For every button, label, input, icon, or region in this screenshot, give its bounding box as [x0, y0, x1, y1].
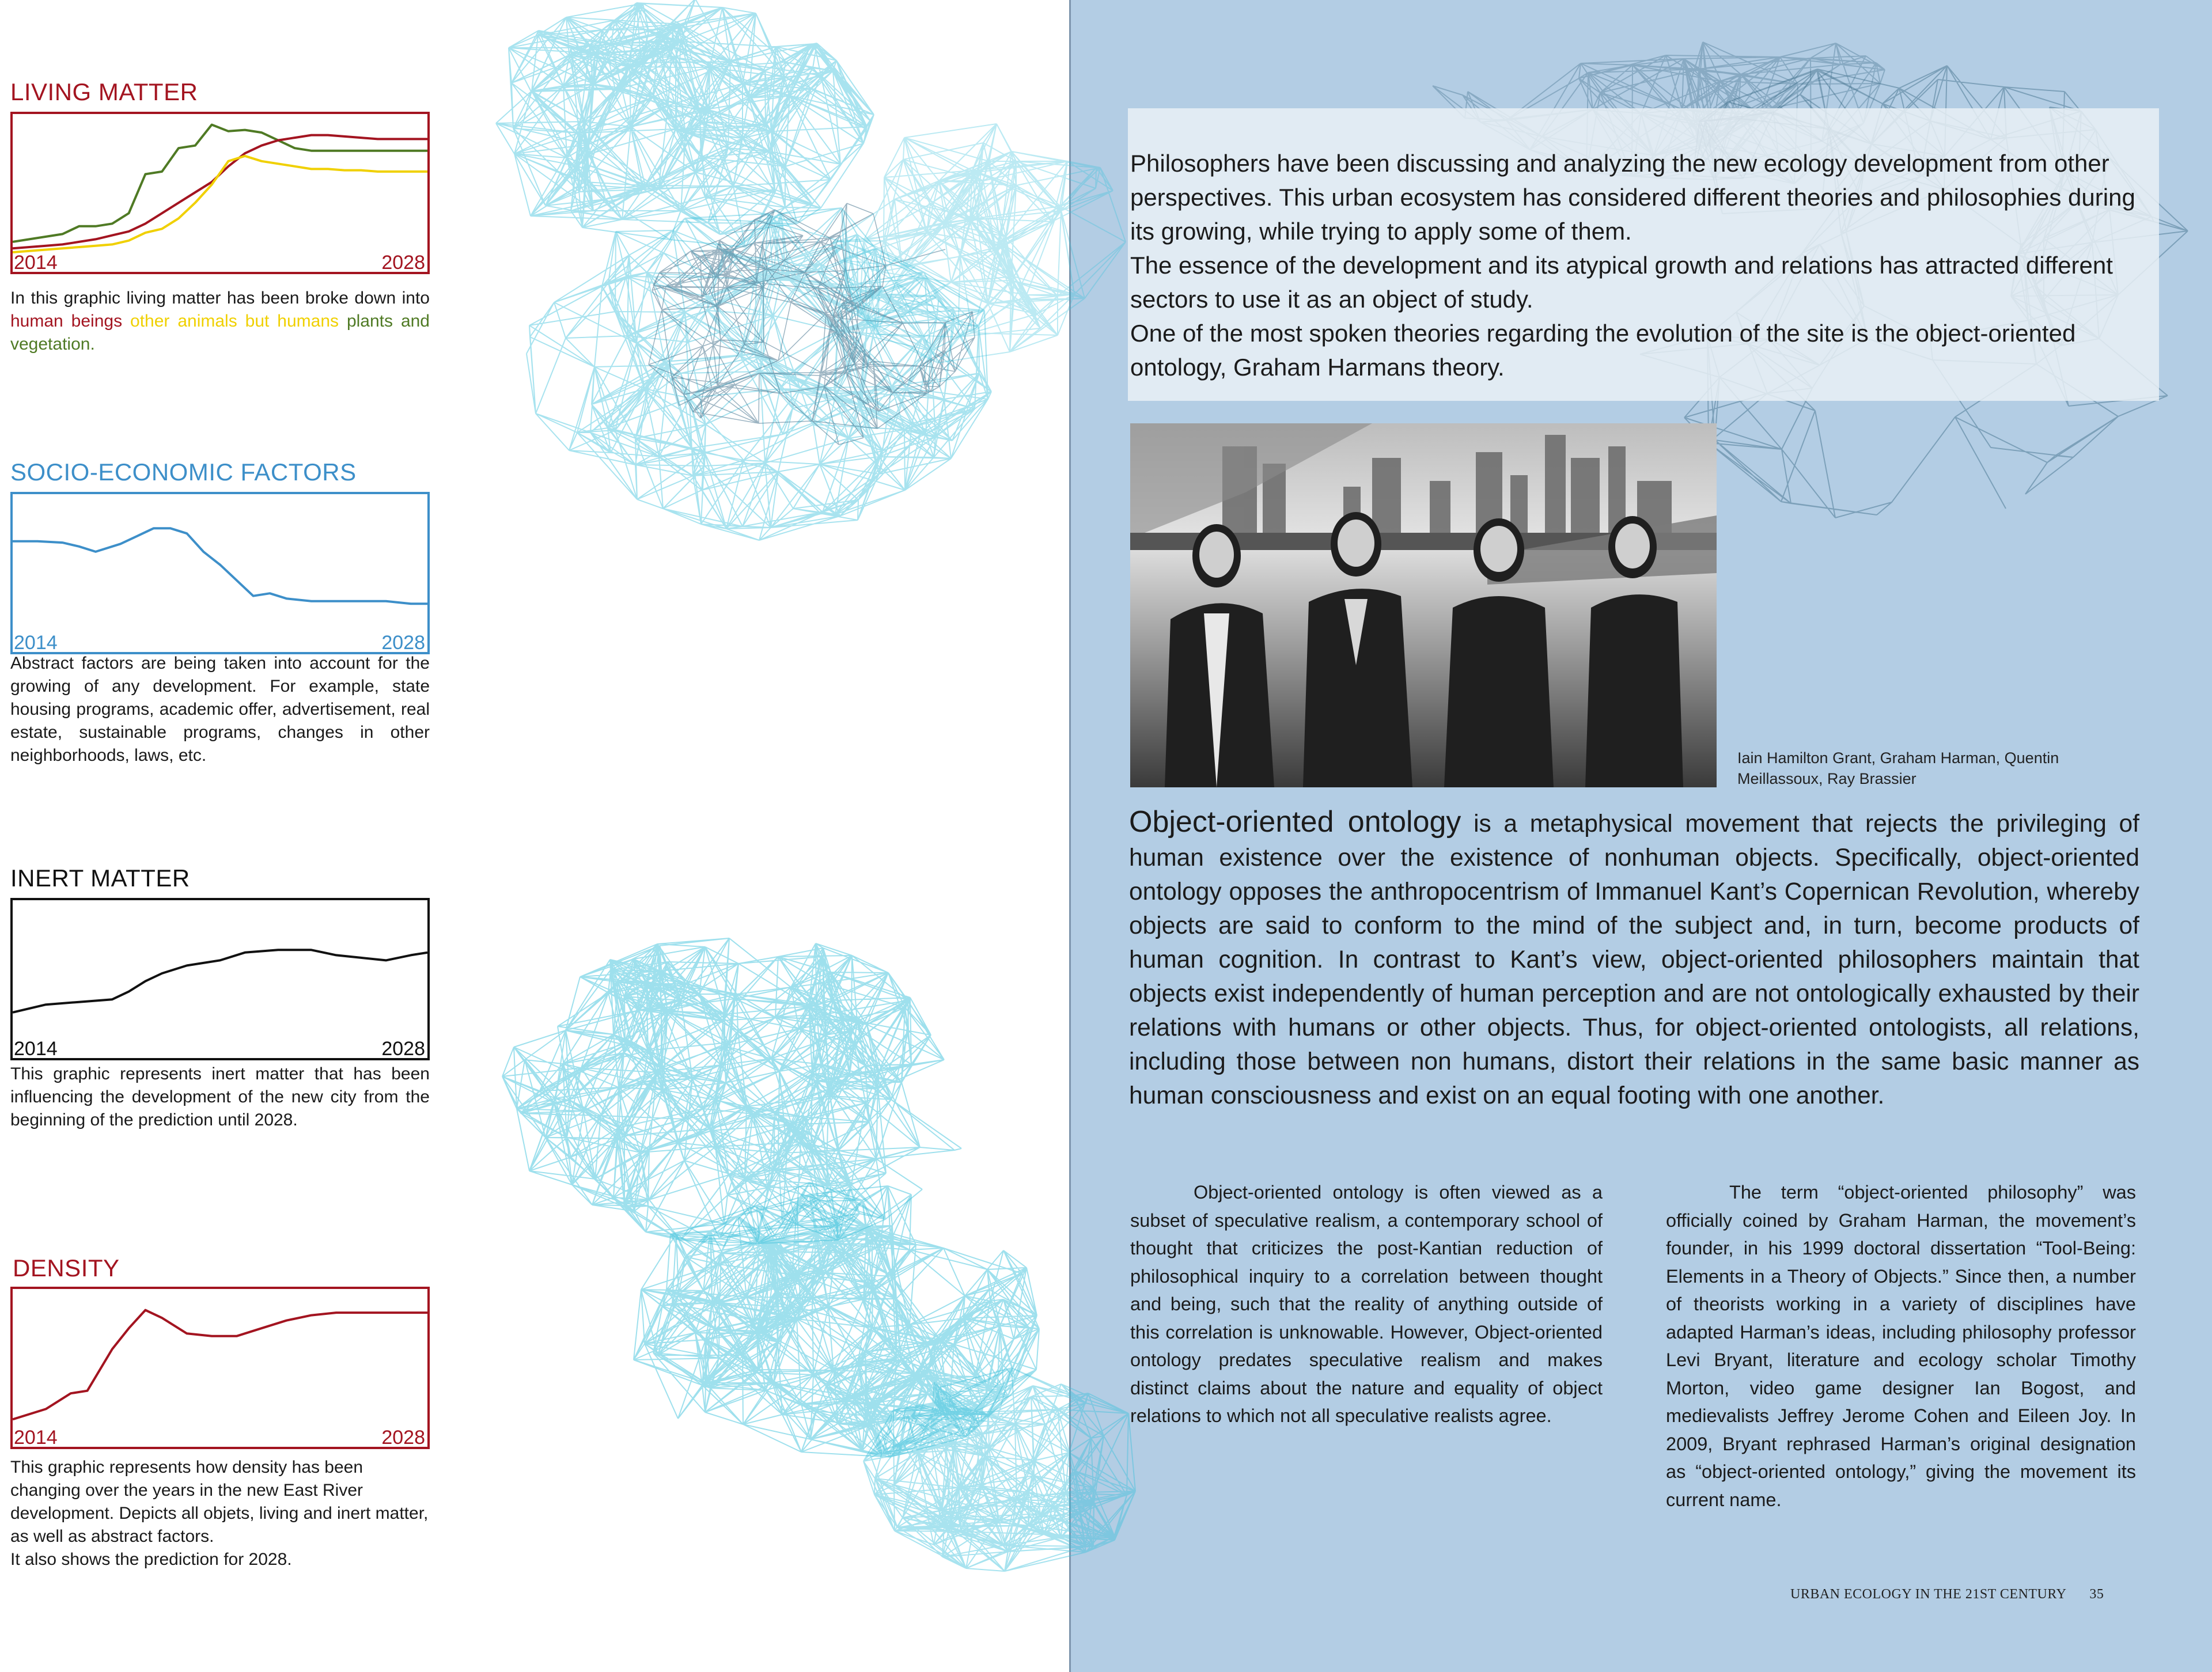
chart-year-start: 2014 — [14, 252, 58, 274]
column-right-text: The term “object-oriented philosophy” was officially coined by Graham Harman, the movement’s founder, in his 1999 doctoral dissertation “Tool-Being: Elements in a Theory of Objects.” Since then, a number of theorists working in a variety of disciplines have adapted Harman’s ideas, including philosophy professor Levi Bryant, literature and ecology scholar Timothy Morton, video game designer Ian Bogost, and medievalists Jeffrey Jerome Cohen and Eileen Joy. In 2009, Bryant rephrased Harman’s original designation as “object-oriented ontology,” giving the movement its current name. — [1666, 1182, 2136, 1510]
column-left — [1130, 1178, 1603, 1430]
chart-description-part: In this graphic living matter has been broke down into — [10, 289, 430, 308]
chart-year-start: 2014 — [14, 632, 58, 654]
page-number: 35 — [2089, 1587, 2104, 1602]
page-footer — [1790, 1587, 2104, 1602]
chart-description-note: It also shows the prediction for 2028. — [10, 1550, 292, 1569]
main-body: is a metaphysical movement that rejects the privileging of human existence over the existence of nonhuman objects. Specifically, object-oriented ontology opposes the anthropocentrism of Immanuel Kant’s Copernican Revolution, whereby objects are said to conform to the mind of the subject and, in turn, become products of human cognition. In contrast to Kant’s view, object-oriented philosophers maintain that objects exist independently of human perception and are not ontologically exhausted by their relations with humans or other objects. Thus, for object-oriented ontologists, all relations, including those between non humans, distort their relations in the same basic manner as human consciousness and exist on an equal footing with one another. — [1129, 810, 2139, 1109]
chart-title: LIVING MATTER — [10, 78, 198, 105]
network-cluster-lower-mid — [634, 1182, 1039, 1457]
intro-paragraph: Philosophers have been discussing and analyzing the new ecology development from other perspectives. This urban ecosystem has considered different theories and philosophies during its growing, while trying to apply some of them. — [1130, 150, 2135, 245]
chart-description — [10, 287, 430, 356]
series-line — [13, 1310, 427, 1420]
chart-year-end: 2028 — [381, 632, 425, 654]
network-cluster-upper-dark — [649, 203, 975, 445]
chart-frame — [10, 1287, 430, 1449]
chart-year-end: 2028 — [381, 252, 425, 274]
chart-description-part: other animals but humans — [130, 312, 339, 331]
main-paragraph — [1129, 805, 2139, 1113]
network-cluster-lower — [502, 938, 961, 1246]
line-chart — [13, 114, 427, 272]
network-cluster-upper-right — [833, 124, 1126, 363]
column-left-text: Object-oriented ontology is often viewed as a subset of speculative realism, a contemporary school of thought that criticizes the post-Kantian reduction of philosophical inquiry to a correlation between thought and being, such that the reality of anything outside of this correlation is unknowable. However, Object-oriented ontology predates speculative realism and makes distinct claims about the nature and equality of object relations to which not all speculative realists agree. — [1130, 1182, 1603, 1426]
chart-description-part: plants and vegetation. — [10, 312, 430, 354]
series-line — [13, 950, 427, 1013]
chart-description: This graphic represents inert matter that has been influencing the development of the new city from the beginning of the prediction until 2028. — [10, 1064, 430, 1129]
line-chart — [13, 1289, 427, 1447]
chart-year-end: 2028 — [381, 1038, 425, 1060]
photo-illustration — [1130, 423, 1717, 787]
line-chart — [13, 494, 427, 652]
main-lead: Object-oriented ontology — [1129, 805, 1461, 839]
intro-paragraph: The essence of the development and its atypical growth and relations has attracted different sectors to use it as an object of study. — [1130, 252, 2113, 313]
chart-title: SOCIO-ECONOMIC FACTORS — [10, 458, 357, 486]
chart-frame — [10, 492, 430, 654]
chart-frame — [10, 112, 430, 274]
line-chart — [13, 900, 427, 1058]
intro-paragraph: One of the most spoken theories regarding the evolution of the site is the object-oriented ontology, Graham Harmans theory. — [1130, 320, 2076, 381]
series-line — [13, 156, 427, 252]
chart-title: INERT MATTER — [10, 865, 190, 892]
chart-description-part — [122, 312, 130, 331]
chart-year-start: 2014 — [14, 1427, 58, 1449]
chart-description-main: This graphic represents how density has been changing over the years in the new East River development. Depicts all objets, living and inert matter, as well as abstract factors. — [10, 1458, 429, 1546]
chart-description: Abstract factors are being taken into account for the growing of any development. For example, state housing programs, academic offer, advertisement, real estate, sustainable programs, changes in other neighborhoods, laws, etc. — [10, 654, 430, 765]
series-line — [13, 528, 427, 604]
philosophers-photo — [1130, 423, 1717, 787]
chart-description-part — [339, 312, 347, 331]
chart-frame — [10, 898, 430, 1060]
chart-description-part: human beings — [10, 312, 123, 331]
series-line — [13, 135, 427, 249]
chart-year-end: 2028 — [381, 1427, 425, 1449]
running-title: URBAN ECOLOGY IN THE 21ST CENTURY — [1790, 1587, 2067, 1602]
photo-caption: Iain Hamilton Grant, Graham Harman, Quentin Meillassoux, Ray Brassier — [1737, 749, 2059, 787]
chart-title: DENSITY — [13, 1254, 120, 1282]
series-line — [13, 125, 427, 242]
chart-year-start: 2014 — [14, 1038, 58, 1060]
column-right — [1666, 1178, 2136, 1514]
intro-text — [1130, 146, 2138, 384]
chart-description — [10, 1456, 430, 1571]
